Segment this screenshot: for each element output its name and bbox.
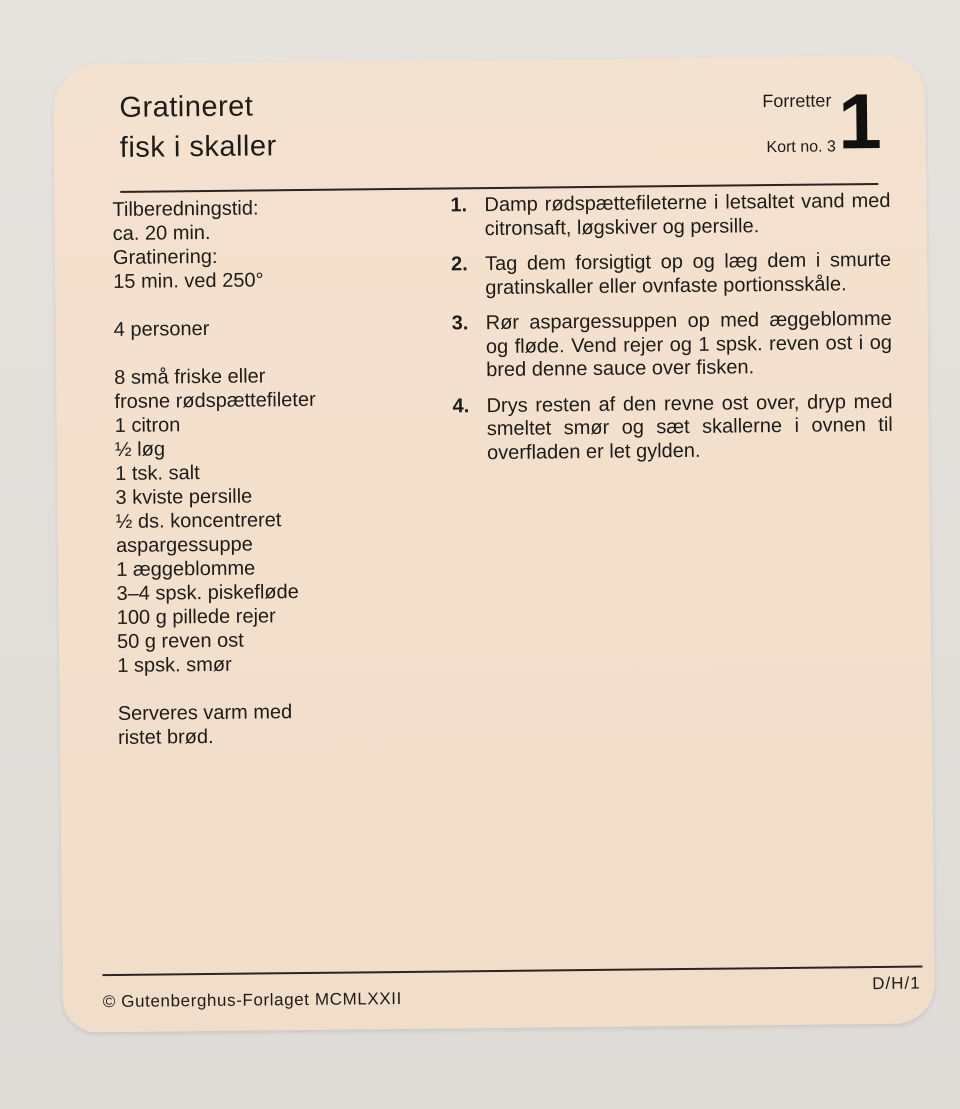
gratin-time-label: Gratinering:: [112, 245, 218, 269]
step-item: [451, 249, 891, 301]
card-number-label: Kort no. 3: [766, 138, 836, 157]
ingredient-item: frosne rødspættefileter: [114, 388, 316, 413]
step-text: Damp rødspættefileterne i letsaltet vand med citronsaft, løgskiver og persille.: [484, 189, 891, 240]
gratin-time-value: 15 min. ved 250°: [113, 269, 264, 293]
serving-note-line-1: Serveres varm med: [117, 701, 293, 725]
ingredient-item: 1 spsk. smør: [117, 653, 232, 677]
spacer: [117, 675, 417, 702]
ingredient-item: 1 citron: [114, 414, 181, 437]
step-number: 2.: [450, 253, 468, 276]
recipe-info-column: [112, 195, 418, 750]
step-item: [450, 190, 890, 242]
ingredient-item: 100 g pillede rejer: [116, 605, 276, 629]
ingredient-item: 50 g reven ost: [116, 629, 244, 653]
spacer: [113, 291, 413, 318]
ingredient-item: 1 tsk. salt: [115, 462, 200, 485]
step-text: Tag dem forsigtigt op og læg dem i smurte gratinskaller eller ovnfaste portionsskåle.: [484, 248, 892, 299]
recipe-title-line-1: Gratineret: [119, 90, 254, 124]
step-text: Drys resten af den revne ost over, dryp med smeltet smør og sæt skallerne i ovnen til overfladen er let gylden.: [486, 390, 893, 464]
instruction-steps: [450, 190, 893, 478]
step-number: 3.: [451, 312, 469, 335]
prep-time-label: Tilberedningstid:: [112, 197, 259, 221]
ingredient-item: 1 æggeblomme: [116, 557, 256, 581]
ingredient-list: [114, 363, 417, 678]
step-number: 1.: [450, 194, 468, 217]
step-item: [452, 390, 893, 465]
step-item: [452, 308, 893, 383]
ingredient-item: 3–4 spsk. piskefløde: [116, 581, 299, 605]
recipe-card: [53, 55, 935, 1032]
category-label: Forretter: [762, 90, 832, 112]
prep-time-value: ca. 20 min.: [112, 221, 211, 245]
serving-note-line-2: ristet brød.: [117, 725, 214, 749]
recipe-title-line-2: fisk i skaller: [119, 130, 277, 164]
footer-divider: [102, 966, 922, 977]
spacer: [114, 339, 414, 366]
ingredient-item: ½ løg: [114, 438, 166, 461]
ingredient-item: aspargessuppe: [115, 533, 253, 557]
servings: 4 personer: [113, 317, 210, 341]
card-code: D/H/1: [872, 973, 921, 994]
ingredient-item: 8 små friske eller: [114, 365, 266, 389]
ingredient-item: ½ ds. koncentreret: [115, 509, 282, 533]
ingredient-item: 3 kviste persille: [115, 485, 253, 509]
copyright-notice: © Gutenberghus-Forlaget MCMLXXII: [102, 988, 402, 1012]
step-number: 4.: [452, 394, 470, 417]
step-text: Rør aspargessuppen op med æggeblomme og fløde. Vend rejer og 1 spsk. reven ost i og bred denne sauce over fisken.: [485, 307, 893, 382]
section-number: 1: [837, 76, 883, 166]
